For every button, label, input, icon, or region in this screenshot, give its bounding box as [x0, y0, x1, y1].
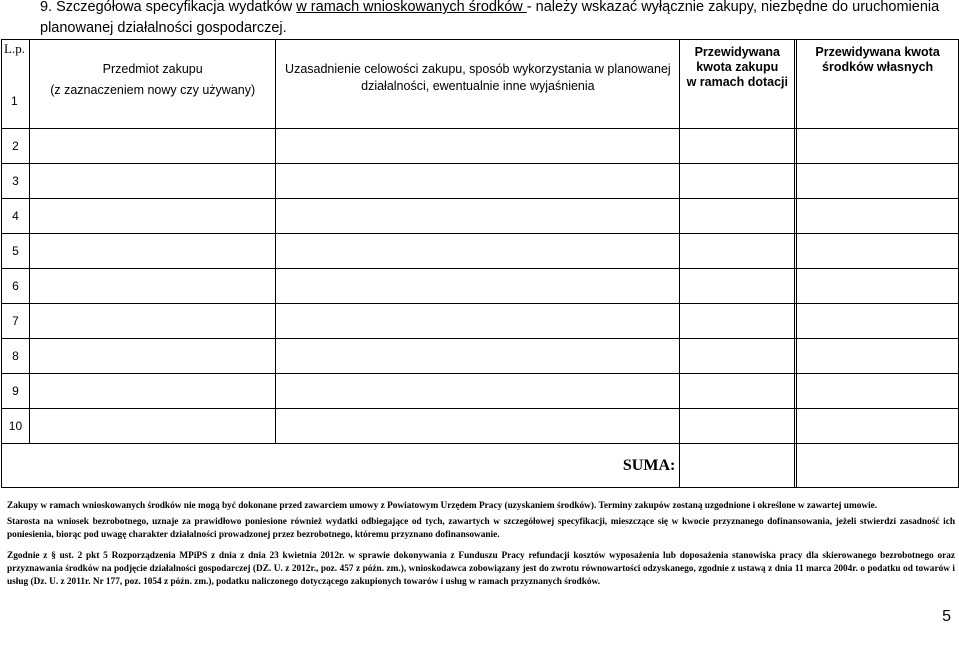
section-heading-text-rest: - należy wskazać wyłącznie zakupy, niezbędne do uruchomienia planowanej działalności gospodarczej.: [40, 0, 940, 36]
sum-label: SUMA:: [2, 444, 680, 488]
row-number: 6: [2, 269, 30, 304]
own-funds-header-cell: [797, 40, 959, 129]
item-header-cell: [29, 40, 275, 129]
table-row: [2, 339, 959, 374]
grant-header-line3: w ramach dotacji: [686, 75, 788, 89]
lp-header-label: L.p.: [4, 41, 25, 56]
item-cell[interactable]: [29, 269, 275, 304]
item-cell[interactable]: [29, 409, 275, 444]
sum-row: [2, 444, 959, 488]
item-cell[interactable]: [29, 304, 275, 339]
item-header-line2: (z zaznaczeniem nowy czy używany): [50, 83, 256, 97]
sum-grant-amount-cell[interactable]: [680, 444, 795, 488]
own-funds-cell[interactable]: [797, 304, 959, 339]
own-header-line2: środków własnych: [822, 60, 934, 74]
item-cell[interactable]: [29, 129, 275, 164]
grant-amount-cell[interactable]: [680, 304, 795, 339]
row-number: 9: [2, 374, 30, 409]
justification-cell[interactable]: [276, 339, 680, 374]
own-header-line1: Przewidywana kwota: [815, 45, 940, 59]
grant-amount-cell[interactable]: [680, 234, 795, 269]
row-number: 5: [2, 234, 30, 269]
table-row: [2, 374, 959, 409]
row-number: 2: [2, 129, 30, 164]
table-row: [2, 269, 959, 304]
section-heading-text: Szczegółowa specyfikacja wydatków: [56, 0, 297, 15]
section-heading: [40, 0, 945, 39]
table-row: [2, 304, 959, 339]
item-cell[interactable]: [29, 374, 275, 409]
grant-amount-cell[interactable]: [680, 409, 795, 444]
own-funds-cell[interactable]: [797, 269, 959, 304]
grant-header-line2: kwota zakupu: [696, 60, 779, 74]
row-number: 3: [2, 164, 30, 199]
section-heading-underlined: w ramach wnioskowanych środków: [296, 0, 527, 15]
table-row: [2, 234, 959, 269]
justification-cell[interactable]: [276, 234, 680, 269]
table-row: [2, 409, 959, 444]
justification-cell[interactable]: [276, 129, 680, 164]
own-funds-cell[interactable]: [797, 339, 959, 374]
justification-cell[interactable]: [276, 304, 680, 339]
justification-cell[interactable]: [276, 269, 680, 304]
table-row: [2, 129, 959, 164]
lp-row-index: 1: [11, 94, 18, 108]
page-number: 5: [942, 608, 951, 625]
item-cell[interactable]: [29, 234, 275, 269]
grant-amount-cell[interactable]: [680, 269, 795, 304]
item-cell[interactable]: [29, 199, 275, 234]
note-starosta-approval: Starosta na wniosek bezrobotnego, uznaje za prawidłowo poniesione również wydatki odbiegające od tych, zawartych w szczegółowej specyfikacji, mieszczące się w kwocie przyznanego dofinansowania, jeżeli stwierdzi zasadność ich poniesienia, biorąc pod uwagę charakter działalności prowadzonej przez bezrobotnego, któremu przyznano dofinansowanie.: [7, 517, 955, 540]
justification-cell[interactable]: [276, 199, 680, 234]
own-funds-cell[interactable]: [797, 164, 959, 199]
row-number: 10: [2, 409, 30, 444]
justification-cell[interactable]: [276, 164, 680, 199]
note-purchases-after-agreement: Zakupy w ramach wnioskowanych środków nie mogą być dokonane przed zawarciem umowy z Powiatowym Urzędem Pracy (uzyskaniem środków). Terminy zakupów zostaną uzgodnione i określone w zawartej umowie.: [7, 501, 878, 511]
expense-specification-table: [1, 39, 959, 488]
own-funds-cell[interactable]: [797, 129, 959, 164]
justification-header: Uzasadnienie celowości zakupu, sposób wykorzystania w planowanej działalności, ewentualnie inne wyjaśnienia: [285, 62, 671, 93]
grant-amount-header-cell: [680, 40, 795, 129]
grant-amount-cell[interactable]: [680, 339, 795, 374]
table-row: [2, 164, 959, 199]
row-number: 8: [2, 339, 30, 374]
own-funds-cell[interactable]: [797, 199, 959, 234]
grant-header-line1: Przewidywana: [694, 45, 781, 59]
justification-cell[interactable]: [276, 409, 680, 444]
item-header-line1: Przedmiot zakupu: [102, 62, 203, 76]
justification-header-cell: [276, 40, 680, 129]
own-funds-cell[interactable]: [797, 409, 959, 444]
table-row: [2, 199, 959, 234]
sum-own-funds-cell[interactable]: [797, 444, 959, 488]
lp-header-cell: [2, 40, 30, 129]
table-header-row: [2, 40, 959, 129]
item-cell[interactable]: [29, 164, 275, 199]
justification-cell[interactable]: [276, 374, 680, 409]
section-number: 9.: [40, 0, 53, 15]
grant-amount-cell[interactable]: [680, 129, 795, 164]
note-vat-refund: Zgodnie z § ust. 2 pkt 5 Rozporządzenia MPiPS z dnia z dnia 23 kwietnia 2012r. w sprawie dokonywania z Funduszu Pracy refundacji kosztów wyposażenia lub doposażenia stanowiska pracy dla skierowanego bezrobotnego oraz przyznawania środków na podjęcie działalności gospodarczej (DZ. U. z 2012r., poz. 457 z późn. zm.), wnioskodawca zobowiązany jest do zwrotu równowartości odzyskanego, zgodnie z ustawą z dnia 11 marca 2004r. o podatku od towarów i usług (Dz. U. z 2011r. Nr 177, poz. 1054 z późn. zm.), podatku naliczonego dotyczącego zakupionych towarów i usług w ramach przyznanych środków.: [7, 551, 955, 587]
row-number: 7: [2, 304, 30, 339]
grant-amount-cell[interactable]: [680, 374, 795, 409]
grant-amount-cell[interactable]: [680, 164, 795, 199]
own-funds-cell[interactable]: [797, 374, 959, 409]
grant-amount-cell[interactable]: [680, 199, 795, 234]
item-cell[interactable]: [29, 339, 275, 374]
row-number: 4: [2, 199, 30, 234]
own-funds-cell[interactable]: [797, 234, 959, 269]
